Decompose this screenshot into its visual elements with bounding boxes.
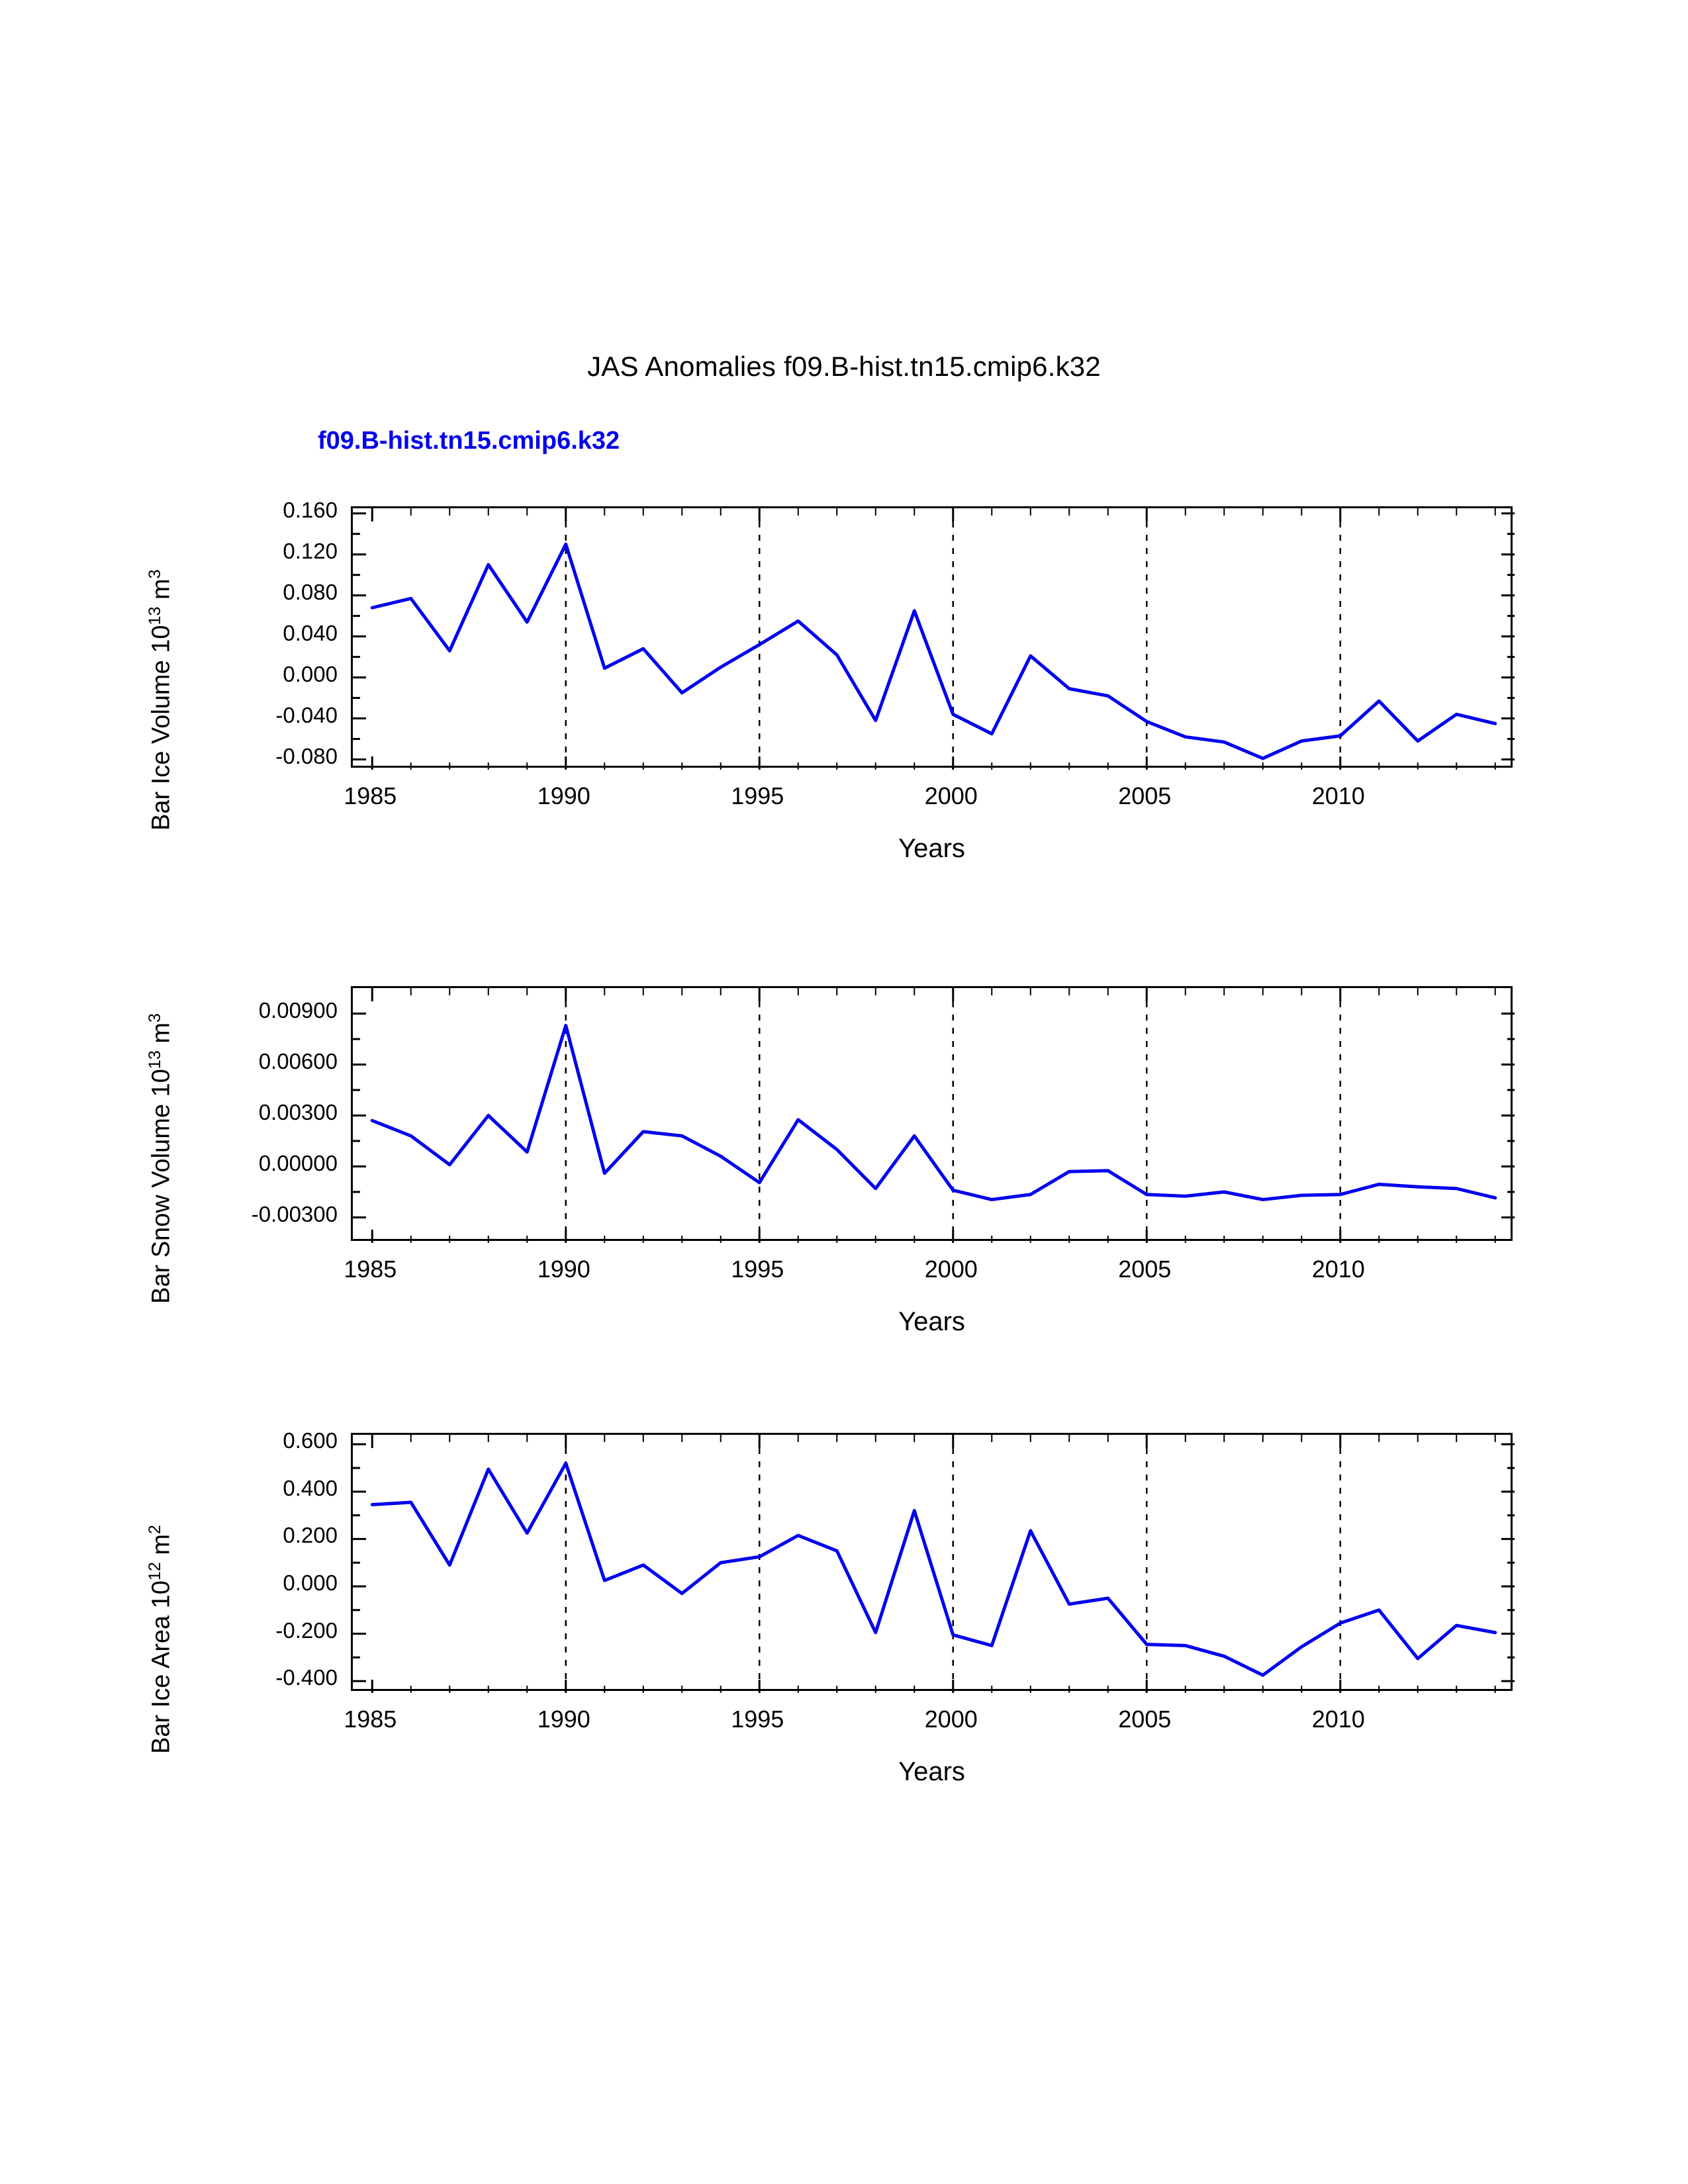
figure-title: JAS Anomalies f09.B-hist.tn15.cmip6.k32 [587, 351, 1101, 382]
y-axis-tick-label: 0.040 [283, 620, 338, 645]
x-axis-tick-label: 2000 [924, 1706, 978, 1733]
x-axis-label: Years [898, 834, 965, 863]
x-axis-tick-label: 2000 [924, 782, 978, 809]
x-axis-tick-label: 2005 [1118, 1255, 1172, 1283]
y-axis-tick-label: -0.200 [275, 1617, 338, 1643]
y-axis-tick-label: 0.600 [283, 1428, 338, 1453]
y-axis-tick-label: 0.00600 [258, 1048, 338, 1073]
x-axis-tick-label: 2005 [1118, 782, 1172, 809]
x-axis-tick-label: 2000 [924, 1255, 978, 1283]
x-axis-label: Years [898, 1757, 965, 1786]
y-axis-tick-label: 0.000 [283, 661, 338, 686]
y-axis-tick-label: -0.00300 [251, 1201, 338, 1226]
y-axis-tick-label: -0.040 [275, 702, 338, 727]
y-axis-tick-label: 0.00000 [258, 1150, 338, 1175]
x-axis-tick-label: 2010 [1311, 782, 1365, 809]
x-axis-tick-label: 1995 [731, 1255, 784, 1283]
y-axis-tick-label: 0.120 [283, 538, 338, 563]
y-axis-label: Bar Snow Volume $10^{13}$ $m^3$ [146, 1013, 175, 1304]
x-axis-tick-label: 1985 [344, 782, 397, 809]
plot-svg-bottom [338, 1420, 1529, 1707]
y-axis-tick-label: 0.400 [283, 1475, 338, 1500]
x-axis-tick-label: 1990 [537, 1255, 590, 1283]
x-axis-tick-label: 1995 [731, 1706, 784, 1733]
x-axis-tick-label: 1985 [344, 1706, 397, 1733]
y-axis-label: Bar Ice Volume $10^{13}$ $m^3$ [146, 569, 175, 831]
y-axis-tick-label: 0.000 [283, 1570, 338, 1595]
x-axis-tick-label: 2010 [1311, 1706, 1365, 1733]
x-axis-tick-label: 2010 [1311, 1255, 1365, 1283]
y-axis-tick-label: 0.00300 [258, 1099, 338, 1124]
x-axis-tick-label: 1990 [537, 782, 590, 809]
legend-label: f09.B-hist.tn15.cmip6.k32 [318, 427, 620, 455]
y-axis-label: Bar Ice Area $10^{12}$ $m^2$ [146, 1524, 175, 1754]
y-axis-tick-label: 0.160 [283, 497, 338, 522]
plot-area-bottom [351, 1433, 1513, 1691]
y-axis-tick-label: 0.00900 [258, 997, 338, 1023]
y-axis-tick-label: 0.080 [283, 579, 338, 604]
x-axis-label: Years [898, 1307, 965, 1336]
x-axis-tick-label: 1995 [731, 782, 784, 809]
y-axis-tick-label: -0.400 [275, 1665, 338, 1690]
y-axis-tick-label: -0.080 [275, 743, 338, 768]
data-series-line [372, 1463, 1495, 1675]
x-axis-tick-label: 1990 [537, 1706, 590, 1733]
y-axis-tick-label: 0.200 [283, 1523, 338, 1548]
x-axis-tick-label: 1985 [344, 1255, 397, 1283]
x-axis-tick-label: 2005 [1118, 1706, 1172, 1733]
